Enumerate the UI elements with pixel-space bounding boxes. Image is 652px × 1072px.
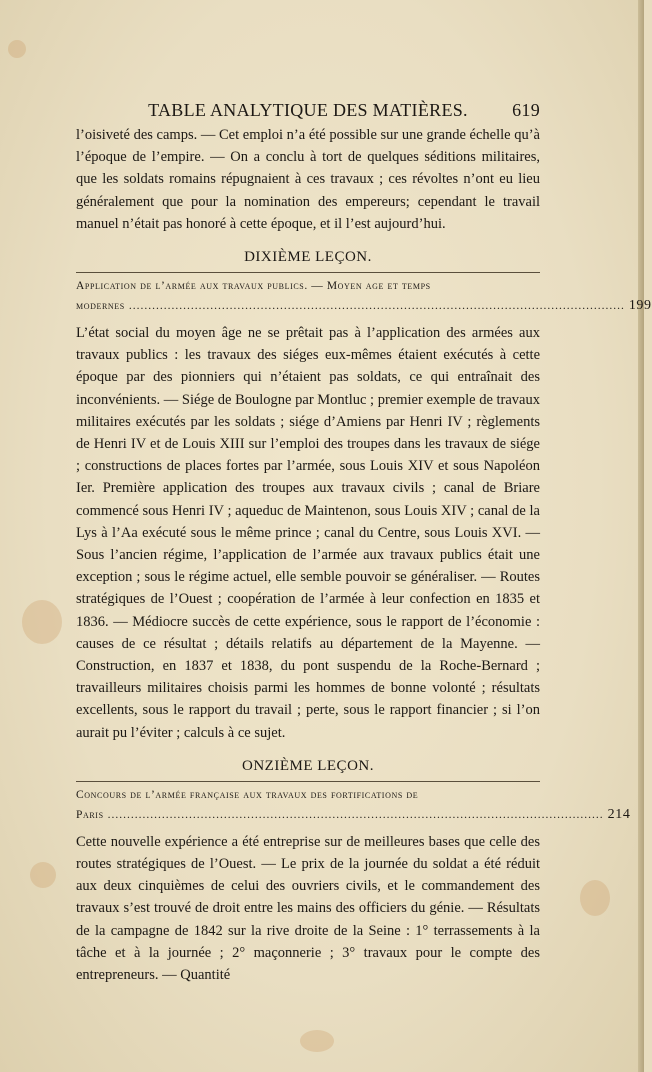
foxing-stain [300,1030,334,1052]
lesson-heading: ONZIÈME LEÇON. [242,757,374,774]
leader-dots: ................................................................................................................................ [128,300,625,313]
running-head [76,100,540,124]
foxing-stain [8,40,26,58]
foxing-stain [30,862,56,888]
summary-line: Application de l’armée aux travaux publics. — Moyen age et temps [76,280,431,293]
foxing-stain [22,600,62,644]
page-reference: 214 [607,806,631,822]
page-title: TABLE ANALYTIQUE DES MATIÈRES. [148,100,468,120]
intro-paragraph: l’oisiveté des camps. — Cet emploi n’a été possible sur une grande échelle qu’à l’époque de l’empire. — On a conclu à tort de quelques séditions militaires, que les soldats romains répugnaient à ces travaux ; ces révoltes n’ont eu lieu généralement que pour la nomination des empereurs; cependant le travail manuel n’était pas honoré à cette époque, et il l’est aujourd’hui. [76,127,540,232]
summary-rule [76,781,540,782]
summary-line: modernes [76,300,125,313]
summary-rule [76,272,540,273]
summary-line: Paris [76,808,104,821]
leader-dots: ................................................................................................................................ [107,808,604,821]
page-edge [638,0,644,1072]
lesson-heading: DIXIÈME LEÇON. [244,249,372,266]
page-reference: 199 [628,298,652,314]
page-content [76,100,652,986]
lesson-summary [76,276,652,316]
foxing-stain [580,880,610,916]
page-number: 619 [512,100,540,120]
lesson-text: L’état social du moyen âge ne se prêtait pas à l’application des armées aux travaux publics : les travaux des siéges eux-mêmes étaient exécutés à cette époque par des pionniers qui n’étaient pas soldats, ce qui entraînait des inconvénients. — Siége de Boulogne par Montluc ; premier exemple de travaux militaires exécutés par les soldats ; siége d’Amiens par Henri IV ; règlements de Henri IV et de Louis XIII sur l’emploi des troupes dans les travaux de siége ; constructions de places fortes par l’armée, sous Louis XIV et sous Napoléon Ier. Première application des troupes aux travaux civils ; canal de Briare commencé sous Henri IV ; aqueduc de Maintenon, sous Louis XIV ; canal de la Lys à l’Aa exécuté sous le même prince ; canal du Centre, sous Louis XVI. — Sous l’ancien régime, l’application de l’armée aux travaux publics était une exception ; sous le régime actuel, elle semble pouvoir se généraliser. — Routes stratégiques de l’Ouest ; coopération de l’armée à leur confection en 1835 et 1836. — Médiocre succès de cette expérience, sous le rapport de l’économie : causes de ce résultat ; détails relatifs au département de la Mayenne. — Construction, en 1837 et 1838, du pont suspendu de la Roche-Bernard ; travailleurs militaires choisis parmi les hommes de bonne volonté ; résultats excellents, sous le rapport du travail ; perte, sous le rapport financier ; si l’on aurait pu l’éviter ; calculs à ce sujet. [76,325,540,741]
lesson-text: Cette nouvelle expérience a été entreprise sur de meilleures bases que celle des routes stratégiques de l’Ouest. — Le prix de la journée du soldat a été réduit aux deux cinquièmes de celui des ouvriers civils, et le commandement des travaux s’est trouvé de droit entre les mains des officiers du génie. — Résultats de la campagne de 1842 sur la rive droite de la Seine : 1° terrassements à la tâche et à la journée ; 2° maçonnerie ; 3° travaux pour le compte des entrepreneurs. — Quantité [76,833,540,984]
summary-line: Concours de l’armée française aux travaux des fortifications de [76,788,419,801]
lesson-summary [76,785,631,825]
